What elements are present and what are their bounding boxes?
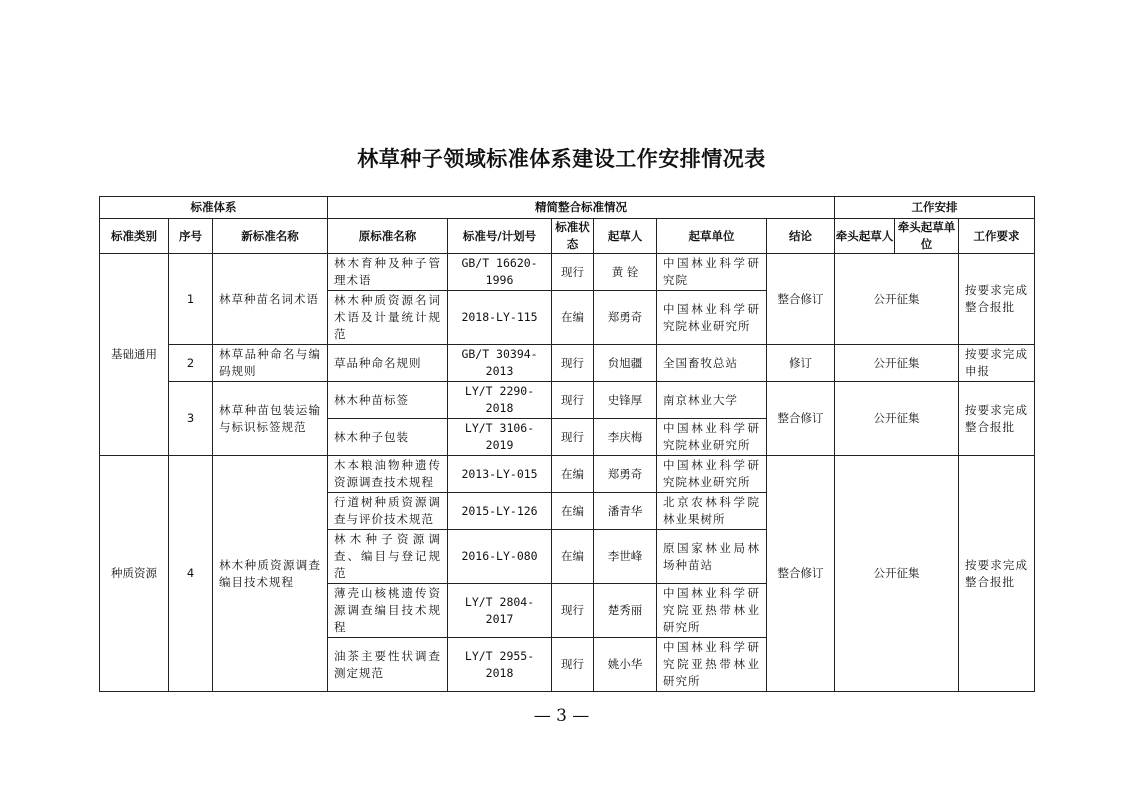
serial-cell: 2: [169, 345, 213, 382]
status-cell: 在编: [552, 493, 594, 530]
orig-name-cell: 林木种子资源调查、编目与登记规范: [328, 530, 448, 584]
header-group-arrangement: 工作安排: [835, 197, 1035, 219]
drafter-unit-cell: 中国林业科学研究院亚热带林业研究所: [657, 638, 767, 692]
page-title: 林草种子领域标准体系建设工作安排情况表: [357, 146, 766, 171]
orig-name-cell: 林木种苗标签: [328, 382, 448, 419]
header-requirement: 工作要求: [959, 219, 1035, 254]
drafter-cell: 李世峰: [594, 530, 657, 584]
drafter-unit-cell: 南京林业大学: [657, 382, 767, 419]
status-cell: 在编: [552, 456, 594, 493]
table-row: [100, 254, 1035, 291]
new-name-cell: 林草种苗名词术语: [213, 254, 328, 345]
requirement-cell: 按要求完成整合报批: [959, 382, 1035, 456]
status-cell: 现行: [552, 419, 594, 456]
serial-cell: 4: [169, 456, 213, 692]
table-row: [100, 345, 1035, 382]
conclusion-cell: 修订: [767, 345, 835, 382]
std-no-cell: 2016-LY-080: [448, 530, 552, 584]
header-status: 标准状态: [552, 219, 594, 254]
new-name-cell: 林木种质资源调查编目技术规程: [213, 456, 328, 692]
std-no-cell: GB/T 16620-1996: [448, 254, 552, 291]
status-cell: 现行: [552, 254, 594, 291]
header-row-1: [100, 197, 1035, 219]
drafter-cell: 史锋厚: [594, 382, 657, 419]
std-no-cell: 2013-LY-015: [448, 456, 552, 493]
serial-cell: 3: [169, 382, 213, 456]
drafter-cell: 楚秀丽: [594, 584, 657, 638]
new-name-cell: 林草品种命名与编码规则: [213, 345, 328, 382]
header-group-system: 标准体系: [100, 197, 328, 219]
drafter-unit-cell: 中国林业科学研究院林业研究所: [657, 419, 767, 456]
header-serial: 序号: [169, 219, 213, 254]
lead-cell: 公开征集: [835, 254, 959, 345]
std-no-cell: LY/T 3106-2019: [448, 419, 552, 456]
drafter-cell: 郑勇奇: [594, 291, 657, 345]
drafter-cell: 贠旭疆: [594, 345, 657, 382]
conclusion-cell: 整合修订: [767, 254, 835, 345]
serial-cell: 1: [169, 254, 213, 345]
new-name-cell: 林草种苗包装运输与标识标签规范: [213, 382, 328, 456]
drafter-cell: 黄 铨: [594, 254, 657, 291]
drafter-unit-cell: 原国家林业局林场种苗站: [657, 530, 767, 584]
orig-name-cell: 林木育种及种子管理术语: [328, 254, 448, 291]
status-cell: 现行: [552, 345, 594, 382]
page-number: — 3 —: [533, 706, 590, 726]
conclusion-cell: 整合修订: [767, 382, 835, 456]
header-conclusion: 结论: [767, 219, 835, 254]
std-no-cell: LY/T 2804-2017: [448, 584, 552, 638]
lead-cell: 公开征集: [835, 456, 959, 692]
category-cell: 种质资源: [100, 456, 169, 692]
lead-cell: 公开征集: [835, 345, 959, 382]
drafter-cell: 潘青华: [594, 493, 657, 530]
standards-table: [99, 196, 1035, 692]
drafter-cell: 郑勇奇: [594, 456, 657, 493]
status-cell: 现行: [552, 382, 594, 419]
status-cell: 在编: [552, 291, 594, 345]
drafter-unit-cell: 中国林业科学研究院林业研究所: [657, 456, 767, 493]
drafter-unit-cell: 全国畜牧总站: [657, 345, 767, 382]
header-group-integration: 精简整合标准情况: [328, 197, 835, 219]
header-row-2: [100, 219, 1035, 254]
status-cell: 现行: [552, 584, 594, 638]
drafter-cell: 李庆梅: [594, 419, 657, 456]
header-category: 标准类别: [100, 219, 169, 254]
requirement-cell: 按要求完成整合报批: [959, 456, 1035, 692]
header-std-no: 标准号/计划号: [448, 219, 552, 254]
status-cell: 现行: [552, 638, 594, 692]
drafter-unit-cell: 中国林业科学研究院亚热带林业研究所: [657, 584, 767, 638]
orig-name-cell: 油茶主要性状调查测定规范: [328, 638, 448, 692]
header-new-name: 新标准名称: [213, 219, 328, 254]
lead-cell: 公开征集: [835, 382, 959, 456]
header-drafter-unit: 起草单位: [657, 219, 767, 254]
orig-name-cell: 行道树种质资源调查与评价技术规范: [328, 493, 448, 530]
conclusion-cell: 整合修订: [767, 456, 835, 692]
std-no-cell: LY/T 2290-2018: [448, 382, 552, 419]
drafter-unit-cell: 中国林业科学研究院: [657, 254, 767, 291]
orig-name-cell: 草品种命名规则: [328, 345, 448, 382]
header-orig-name: 原标准名称: [328, 219, 448, 254]
table-row: [100, 456, 1035, 493]
status-cell: 在编: [552, 530, 594, 584]
header-lead-unit: 牵头起草单位: [895, 219, 959, 254]
header-drafter: 起草人: [594, 219, 657, 254]
category-cell: 基础通用: [100, 254, 169, 456]
std-no-cell: 2015-LY-126: [448, 493, 552, 530]
table-row: [100, 382, 1035, 419]
orig-name-cell: 木本粮油物种遗传资源调查技术规程: [328, 456, 448, 493]
drafter-unit-cell: 北京农林科学院林业果树所: [657, 493, 767, 530]
std-no-cell: 2018-LY-115: [448, 291, 552, 345]
drafter-unit-cell: 中国林业科学研究院林业研究所: [657, 291, 767, 345]
std-no-cell: GB/T 30394-2013: [448, 345, 552, 382]
drafter-cell: 姚小华: [594, 638, 657, 692]
orig-name-cell: 林木种质资源名词术语及计量统计规范: [328, 291, 448, 345]
requirement-cell: 按要求完成申报: [959, 345, 1035, 382]
orig-name-cell: 薄壳山核桃遗传资源调查编目技术规程: [328, 584, 448, 638]
orig-name-cell: 林木种子包装: [328, 419, 448, 456]
requirement-cell: 按要求完成整合报批: [959, 254, 1035, 345]
header-lead-drafter: 牵头起草人: [835, 219, 895, 254]
std-no-cell: LY/T 2955-2018: [448, 638, 552, 692]
